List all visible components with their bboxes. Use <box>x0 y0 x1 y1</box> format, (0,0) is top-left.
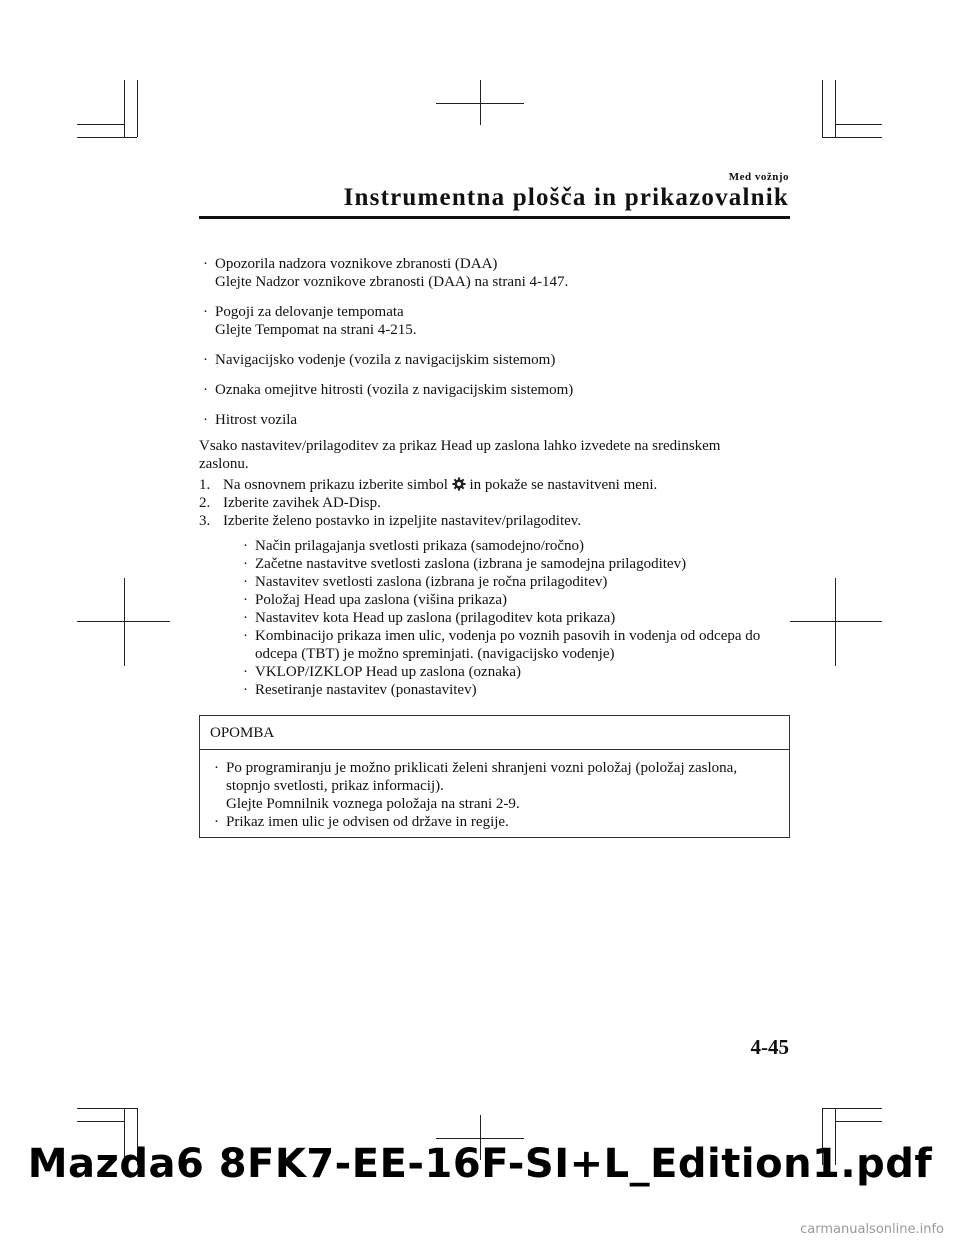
bullet-list <box>199 255 790 429</box>
step-item: 3. Izberite želeno postavko in izpeljite nastavitev/prilagoditev. <box>199 513 582 529</box>
list-item: · Navigacijsko vodenje (vozila z navigacijskim sistemom) <box>203 352 556 368</box>
bullet-icon: · <box>243 538 248 554</box>
bullet-icon: · <box>243 628 248 644</box>
bullet-icon: · <box>243 610 248 626</box>
bullet-icon: · <box>203 412 208 428</box>
list-item: · Resetiranje nastavitev (ponastavitev) <box>243 682 477 698</box>
list-item: · Način prilagajanja svetlosti prikaza (samodejno/ročno) <box>243 538 585 554</box>
bullet-icon: · <box>243 664 248 680</box>
section-label: Med vožnjo <box>728 171 789 183</box>
list-item: · Nastavitev kota Head up zaslona (prilagoditev kota prikaza) <box>243 610 616 626</box>
bullet-icon: · <box>243 556 248 572</box>
note-box <box>199 715 790 838</box>
bullet-icon: · <box>214 760 219 776</box>
note-heading: OPOMBA <box>200 716 789 750</box>
bullet-icon: · <box>203 352 208 368</box>
step-item: 2. Izberite zavihek AD-Disp. <box>199 495 381 511</box>
step-list <box>199 476 790 530</box>
note-body <box>200 750 789 837</box>
bullet-icon: · <box>243 592 248 608</box>
bullet-icon: · <box>214 814 219 830</box>
bullet-icon: · <box>203 304 208 320</box>
step-item: 1. Na osnovnem prikazu izberite simbol in pokaže se nastavitveni meni. <box>199 477 658 493</box>
bullet-icon: · <box>243 682 248 698</box>
list-item: · Oznaka omejitve hitrosti (vozila z navigacijskim sistemom) <box>203 382 574 398</box>
bullet-icon: · <box>243 574 248 590</box>
footer-filename: Mazda6 8FK7-EE-16F-SI+L_Edition1.pdf <box>27 1141 933 1187</box>
list-item: · Začetne nastavitve svetlosti zaslona (izbrana je samodejna prilagoditev) <box>243 556 687 572</box>
page-title: Instrumentna plošča in prikazovalnik <box>343 184 789 211</box>
gear-icon <box>452 477 466 491</box>
list-item: · Nastavitev svetlosti zaslona (izbrana je ročna prilagoditev) <box>243 574 608 590</box>
bullet-icon: · <box>203 256 208 272</box>
list-item: · Kombinacijo prikaza imen ulic, vodenja po voznih pasovih in vodenja od odcepa do odcepa (TBT) je možno spreminjati. (navigacijsko vodenje) <box>243 628 761 662</box>
list-item: · Po programiranju je možno priklicati želeni shranjeni vozni položaj (položaj zaslona, stopnjo svetlosti, prikaz informacij). Glejte Pomnilnik voznega položaja na strani 2-9. <box>214 760 738 812</box>
list-item: · Prikaz imen ulic je odvisen od države in regije. <box>214 814 509 830</box>
list-item: · Hitrost vozila <box>203 412 298 428</box>
page-number: 4-45 <box>750 1035 789 1059</box>
main-content <box>199 255 790 838</box>
header-rule <box>199 216 790 219</box>
list-item: · Položaj Head upa zaslona (višina prikaza) <box>243 592 507 608</box>
list-item: · Pogoji za delovanje tempomata Glejte Tempomat na strani 4-215. <box>203 304 417 338</box>
list-item: · Opozorila nadzora voznikove zbranosti (DAA) Glejte Nadzor voznikove zbranosti (DAA) na strani 4-147. <box>203 256 569 290</box>
intro-paragraph: Vsako nastavitev/prilagoditev za prikaz Head up zaslona lahko izvedete na sredinskem zaslonu. <box>199 438 721 472</box>
bullet-icon: · <box>203 382 208 398</box>
watermark: carmanualsonline.info <box>800 1222 944 1237</box>
option-list <box>239 537 790 699</box>
list-item: · VKLOP/IZKLOP Head up zaslona (oznaka) <box>243 664 522 680</box>
